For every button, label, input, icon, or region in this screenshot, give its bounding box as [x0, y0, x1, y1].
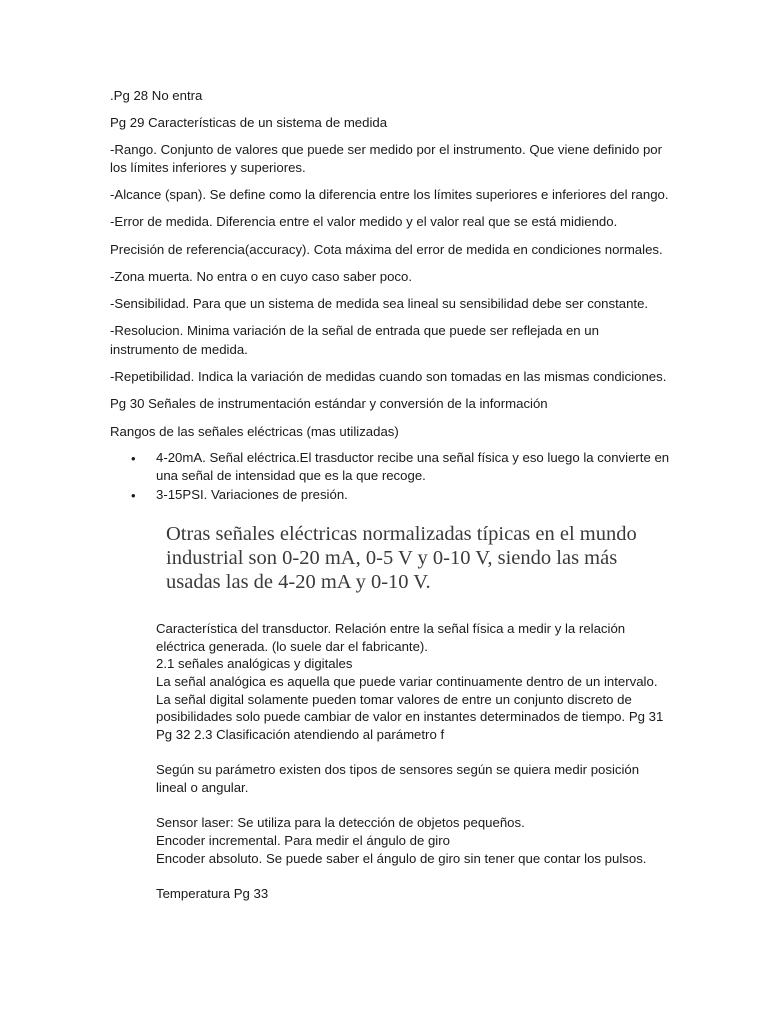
quoted-excerpt: [166, 522, 696, 594]
text-line: los límites inferiores y superiores.: [110, 160, 306, 175]
text-line: -Error de medida. Diferencia entre el valor medido y el valor real que se está midiendo.: [110, 214, 618, 229]
text-line: Precisión de referencia(accuracy). Cota máxima del error de medida en condiciones normales.: [110, 242, 663, 257]
text-line: eléctrica generada. (lo suele dar el fabricante).: [156, 639, 428, 654]
text-line: -Zona muerta. No entra o en cuyo caso saber poco.: [110, 269, 413, 284]
text-line: -Repetibilidad. Indica la variación de medidas cuando son tomadas en las mismas condiciones.: [110, 369, 667, 384]
text-line: Encoder absoluto. Se puede saber el ángulo de giro sin tener que contar los pulsos.: [156, 851, 647, 866]
quote-line: usadas las de 4-20 mA y 0-10 V.: [166, 571, 431, 593]
quote-line: industrial son 0-20 mA, 0-5 V y 0-10 V, siendo las más: [166, 547, 618, 569]
section-heading: Pg 30 Señales de instrumentación estándar y conversión de la información: [110, 396, 548, 411]
bullet-icon: •: [131, 488, 136, 503]
subsection-heading: Temperatura Pg 33: [156, 886, 269, 901]
text-line: posibilidades solo puede cambiar de valor en instantes determinados de tiempo. Pg 31: [156, 709, 664, 724]
quote-line: Otras señales eléctricas normalizadas típicas en el mundo: [166, 523, 637, 545]
text-line: -Rango. Conjunto de valores que puede ser medido por el instrumento. Que viene definido por: [110, 142, 663, 157]
text-line: -Alcance (span). Se define como la diferencia entre los límites superiores e inferiores del rango.: [110, 187, 669, 202]
text-line: lineal o angular.: [156, 780, 249, 795]
list-item: 4-20mA. Señal eléctrica.El trasductor recibe una señal física y eso luego la convierte en: [156, 450, 670, 465]
text-line: La señal analógica es aquella que puede variar continuamente dentro de un intervalo.: [156, 674, 658, 689]
text-line: -Sensibilidad. Para que un sistema de medida sea lineal su sensibilidad debe ser constante.: [110, 296, 649, 311]
text-line: -Resolucion. Minima variación de la señal de entrada que puede ser reflejada en un: [110, 323, 599, 338]
list-item: 3-15PSI. Variaciones de presión.: [156, 487, 348, 502]
text-line: Según su parámetro existen dos tipos de sensores según se quiera medir posición: [156, 762, 640, 777]
subsection-heading: Pg 32 2.3 Clasificación atendiendo al parámetro f: [156, 727, 445, 742]
text-line: Encoder incremental. Para medir el ángulo de giro: [156, 833, 450, 848]
text-line: instrumento de medida.: [110, 342, 248, 357]
subsection-heading: 2.1 señales analógicas y digitales: [156, 656, 353, 671]
text-line: La señal digital solamente pueden tomar valores de entre un conjunto discreto de: [156, 692, 632, 707]
text-line: Sensor laser: Se utiliza para la detección de objetos pequeños.: [156, 815, 525, 830]
text-line: .Pg 28 No entra: [110, 88, 203, 103]
list-item: una señal de intensidad que es la que recoge.: [156, 468, 426, 483]
text-line: Característica del transductor. Relación entre la señal física a medir y la relación: [156, 621, 626, 636]
text-line: Rangos de las señales eléctricas (mas utilizadas): [110, 424, 399, 439]
bullet-icon: •: [131, 451, 136, 466]
section-heading: Pg 29 Características de un sistema de medida: [110, 115, 388, 130]
